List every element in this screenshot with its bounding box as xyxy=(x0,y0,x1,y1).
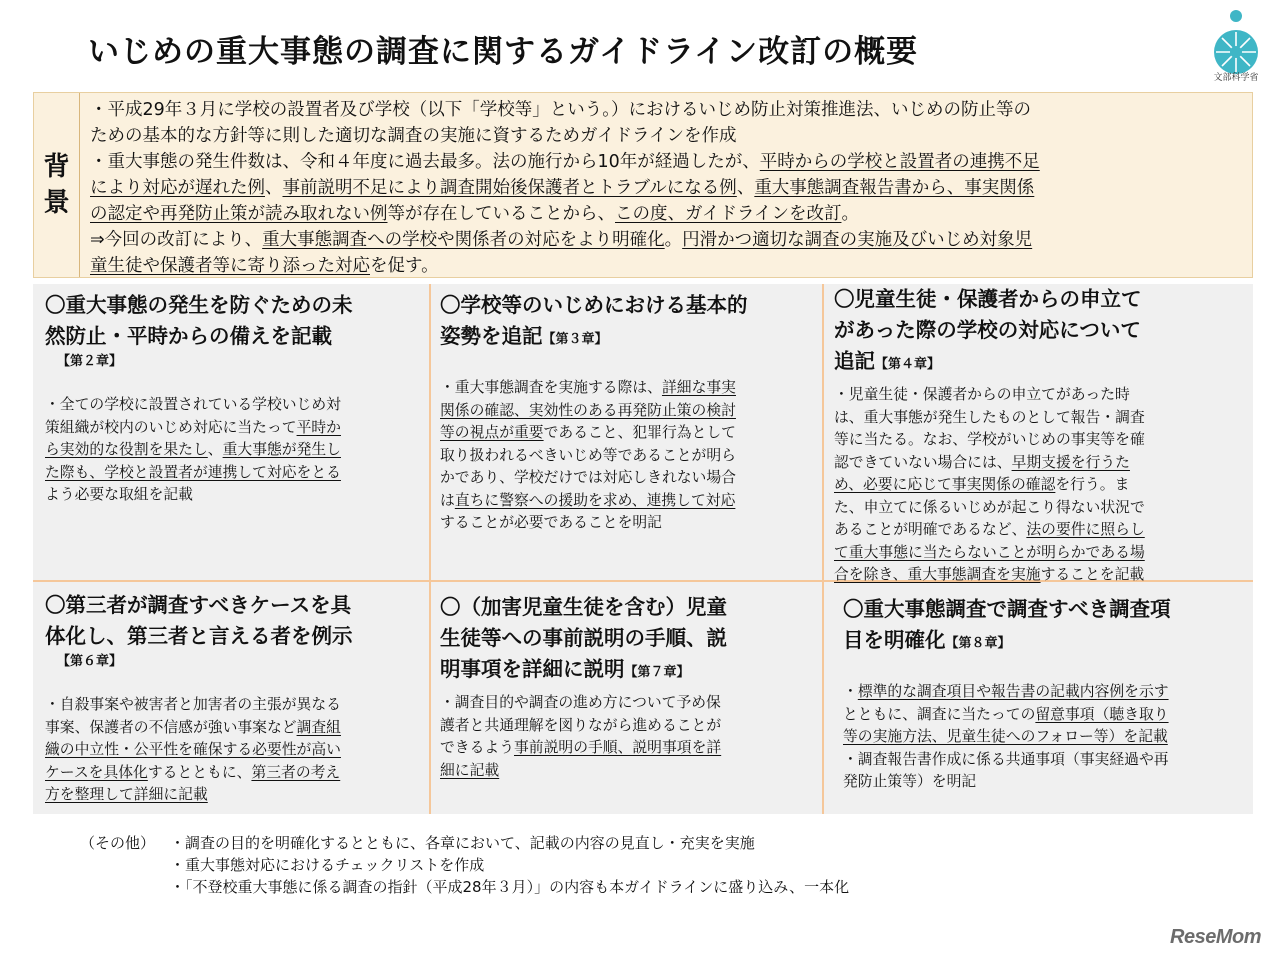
cell-body-line: することが必要であることを明記 xyxy=(440,514,662,531)
emphasis-text: 留意事項（聴き取り xyxy=(1035,705,1169,723)
cell-body-line: 認できていない場合には、早期支援を行うた xyxy=(834,453,1130,471)
background-line: ・平成29年３月に学校の設置者及び学校（以下「学校等」という。）におけるいじめ防止対策推進法、いじめの防止等の xyxy=(90,100,1032,120)
emphasis-text: この度、ガイドラインを改訂 xyxy=(615,204,842,224)
other-notes-label: （その他） xyxy=(80,834,156,852)
emphasis-text: 事前説明不足により調査開始後保護者とトラブルになる例 xyxy=(282,178,737,198)
emphasis-text: 細に記載 xyxy=(440,761,500,779)
summary-cell-chapter8 xyxy=(843,594,1243,794)
cell-heading: 〇（加害児童生徒を含む）児童 xyxy=(440,595,727,619)
emphasis-text: 第三者の考え xyxy=(251,763,341,781)
chapter-tag: 【第８章】 xyxy=(945,636,1011,651)
other-notes xyxy=(80,832,849,898)
cell-body-line: め、必要に応じて事実関係の確認を行う。ま xyxy=(834,476,1130,493)
cell-body-line: よう必要な取組を記載 xyxy=(45,486,193,503)
summary-cell-chapter6 xyxy=(45,590,425,807)
emphasis-text: 織の中立性・公平性を確保する必要性が高い xyxy=(45,741,341,758)
cell-body-line: ・標準的な調査項目や報告書の記載内容例を示す xyxy=(843,683,1169,700)
cell-body-line: ら実効的な役割を果たし、重大事態が発生し xyxy=(45,441,341,458)
emphasis-text: の認定や再発防止策が読み取れない例 xyxy=(90,204,388,224)
other-note-item: ・「不登校重大事態に係る調査の指針（平成28年３月）」の内容も本ガイドラインに盛り込み、一本化 xyxy=(170,878,850,896)
cell-heading: 然防止・平時からの備えを記載 xyxy=(45,324,332,348)
cell-body-line: ケースを具体化するとともに、第三者の考え xyxy=(45,763,341,781)
cell-body-line: は、重大事態が発生したものとして報告・調査 xyxy=(834,408,1145,426)
emphasis-text: 事前説明の手順、説明事項を詳 xyxy=(514,739,722,756)
emphasis-text: 等の実施方法、児童生徒へのフォロー等）を記載 xyxy=(843,728,1168,745)
emphasis-text: ら実効的な役割を果たし xyxy=(45,441,208,458)
cell-body xyxy=(440,377,820,535)
emphasis-text: 重大事態が発生し xyxy=(222,441,341,458)
cell-body-line: ・児童生徒・保護者からの申立てがあった時 xyxy=(834,386,1130,403)
background-text xyxy=(90,97,1246,279)
grid-divider xyxy=(822,284,824,814)
cell-body-line: た、申立てに係るいじめが起こり得ない状況で xyxy=(834,498,1145,516)
cell-body-line xyxy=(834,542,1244,565)
other-note-row xyxy=(80,876,849,898)
cell-heading: 明事項を詳細に説明【第７章】 xyxy=(440,657,690,681)
cell-body-line: 護者と共通理解を図りながら進めることが xyxy=(440,716,722,734)
background-line: ・重大事態の発生件数は、令和４年度に過去最多。法の施行から10年が経過したが、平時からの学校と設置者の連携不足 xyxy=(90,152,1040,172)
emphasis-text: 等の視点が重要 xyxy=(440,424,544,441)
background-line: の認定や再発防止策が読み取れない例等が存在していることから、この度、ガイドラインを改訂。 xyxy=(90,204,859,224)
cell-body-line: あることが明確であるなど、法の要件に照らし xyxy=(834,521,1145,538)
cell-body-line: ・調査目的や調査の進め方について予め保 xyxy=(440,694,721,711)
summary-cell-chapter3 xyxy=(440,290,820,535)
cell-body-line: できるよう事前説明の手順、説明事項を詳 xyxy=(440,739,722,756)
page-title: いじめの重大事態の調査に関するガイドライン改訂の概要 xyxy=(88,34,919,70)
cell-body-line: ・調査報告書作成に係る共通事項（事実経過や再 xyxy=(843,750,1169,768)
emphasis-text: 早期支援を行うた xyxy=(1011,453,1130,471)
cell-body-line: かであり、学校だけでは対応しきれない場合 xyxy=(440,469,736,486)
cell-body-line: 合を除き、重大事態調査を実施することを記載 xyxy=(834,566,1145,583)
background-line: により対応が遅れた例、事前説明不足により調査開始後保護者とトラブルになる例、重大事態調査報告書から、事実関係 xyxy=(90,178,1035,198)
cell-body-line: 等に当たる。なお、学校がいじめの事実等を確 xyxy=(834,431,1145,448)
cell-body-line: ・自殺事案や被害者と加害者の主張が異なる xyxy=(45,696,341,713)
emphasis-text: により対応が遅れた例 xyxy=(90,178,265,198)
cell-body-line xyxy=(45,739,425,762)
cell-body xyxy=(834,384,1244,587)
cell-body-line: 事案、保護者の不信感が強い事案など調査組 xyxy=(45,718,341,736)
chapter-tag: 【第６章】 xyxy=(57,654,123,669)
cell-body xyxy=(45,694,425,807)
chapter-tag: 【第２章】 xyxy=(57,354,123,369)
emphasis-text: 平時からの学校と設置者の連携不足 xyxy=(759,152,1040,172)
emphasis-text: 直ちに警察への援助を求め、連携して対応 xyxy=(454,491,736,509)
emphasis-text: て重大事態に当たらないことが明らかである場 xyxy=(834,543,1145,561)
grid-divider xyxy=(429,284,431,814)
resemom-watermark: ReseMom xyxy=(1170,926,1261,948)
emphasis-text: 法の要件に照らし xyxy=(1026,521,1145,538)
summary-cell-chapter4 xyxy=(834,284,1244,587)
cell-heading: 目を明確化【第８章】 xyxy=(843,628,1011,652)
cell-body xyxy=(45,394,425,507)
emphasis-text: た際も、学校と設置者が連携して対応をとる xyxy=(45,463,341,481)
cell-body-line: 等の視点が重要であること、犯罪行為として xyxy=(440,424,736,441)
emphasis-text: め、必要に応じて事実関係の確認 xyxy=(834,476,1056,493)
emphasis-text: 調査組 xyxy=(296,718,341,736)
cell-body-line: ・全ての学校に設置されている学校いじめ対 xyxy=(45,396,341,413)
cell-body-line: ・重大事態調査を実施する際は、詳細な事実 xyxy=(440,379,736,396)
emphasis-text: 重大事態調査への学校や関係者の対応をより明確化 xyxy=(262,230,665,250)
chapter-tag: 【第４章】 xyxy=(875,357,941,372)
background-section xyxy=(33,92,1253,278)
cell-body-line: 取り扱われるべきいじめ等であることが明ら xyxy=(440,446,736,464)
other-note-row xyxy=(80,832,849,854)
cell-heading: 〇学校等のいじめにおける基本的 xyxy=(440,293,748,317)
logo-caption: 文部科学省 xyxy=(1213,73,1259,83)
emphasis-text: 平時か xyxy=(296,418,341,436)
cell-heading: 〇重大事態調査で調査すべき調査項 xyxy=(843,597,1171,621)
emphasis-text: 関係の確認、実効性のある再発防止策の検討 xyxy=(440,401,736,419)
emphasis-text: 詳細な事実 xyxy=(661,379,736,396)
cell-body-line xyxy=(440,760,820,783)
summary-grid xyxy=(33,284,1253,814)
other-note-item: ・調査の目的を明確化するとともに、各章において、記載の内容の見直し・充実を実施 xyxy=(170,834,755,852)
emphasis-text: 方を整理して詳細に記載 xyxy=(45,786,208,803)
cell-body-line: 策組織が校内のいじめ対応に当たって平時か xyxy=(45,418,341,436)
cell-body-line xyxy=(45,462,425,485)
background-line: ⇒今回の改訂により、重大事態調査への学校や関係者の対応をより明確化。円滑かつ適切な調査の実施及びいじめ対象児 xyxy=(90,230,1033,250)
summary-cell-chapter7 xyxy=(440,592,820,782)
chapter-tag: 【第７章】 xyxy=(624,665,690,680)
emphasis-text: ケースを具体化 xyxy=(45,763,148,781)
cell-heading: 〇第三者が調査すべきケースを具 xyxy=(45,593,352,617)
background-line: ための基本的な方針等に則した適切な調査の実施に資するためガイドラインを作成 xyxy=(90,126,737,146)
other-note-row xyxy=(80,854,849,876)
cell-heading: 〇児童生徒・保護者からの申立て xyxy=(834,287,1142,311)
cell-heading: があった際の学校の対応について xyxy=(834,318,1141,342)
cell-heading: 生徒等への事前説明の手順、説 xyxy=(440,626,727,650)
cell-heading: 追記【第４章】 xyxy=(834,349,941,373)
background-line: 童生徒や保護者等に寄り添った対応を促す。 xyxy=(90,256,439,276)
cell-body-line: 発防止策等）を明記 xyxy=(843,773,977,790)
cell-body-line xyxy=(440,400,820,423)
cell-body xyxy=(843,681,1243,794)
other-note-item: ・重大事態対応におけるチェックリストを作成 xyxy=(170,856,485,874)
cell-heading: 〇重大事態の発生を防ぐための未 xyxy=(45,293,353,317)
emphasis-text: 童生徒や保護者等に寄り添った対応 xyxy=(90,256,370,276)
emphasis-text: 標準的な調査項目や報告書の記載内容例を示す xyxy=(857,683,1169,700)
summary-cell-chapter2 xyxy=(45,290,425,507)
emphasis-text: 重大事態調査報告書から、事実関係 xyxy=(754,178,1035,198)
chapter-tag: 【第３章】 xyxy=(542,332,608,347)
cell-heading: 姿勢を追記【第３章】 xyxy=(440,324,608,348)
emphasis-text: 円滑かつ適切な調査の実施及びいじめ対象児 xyxy=(682,230,1033,250)
background-label-char: 背 xyxy=(43,152,70,182)
cell-heading: 体化し、第三者と言える者を例示 xyxy=(45,624,353,648)
cell-body-line xyxy=(843,726,1243,749)
cell-body xyxy=(440,692,820,782)
cell-body-line: とともに、調査に当たっての留意事項（聴き取り xyxy=(843,705,1169,723)
cell-body-line: は直ちに警察への援助を求め、連携して対応 xyxy=(440,491,736,509)
background-label xyxy=(34,93,80,277)
cell-body-line xyxy=(45,784,425,807)
background-label-char: 景 xyxy=(43,188,70,218)
emphasis-text: 合を除き、重大事態調査を実施 xyxy=(834,566,1041,583)
